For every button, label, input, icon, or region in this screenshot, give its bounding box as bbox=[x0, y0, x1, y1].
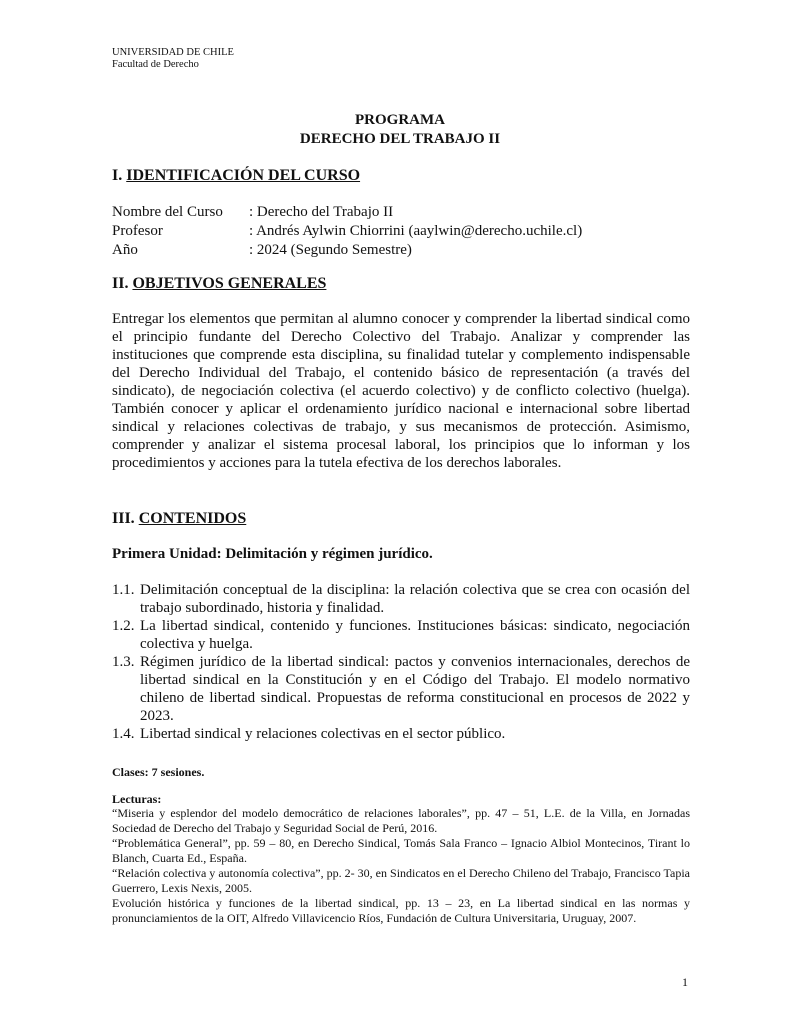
year-value: : 2024 (Segundo Semestre) bbox=[249, 242, 412, 258]
page-number: 1 bbox=[682, 975, 688, 989]
section-number: II. bbox=[112, 275, 129, 292]
section-heading-objetivos bbox=[112, 274, 326, 293]
item-text: La libertad sindical, contenido y funciones. Instituciones básicas: sindicato, negociación colectiva y huelga. bbox=[140, 618, 690, 652]
contents-list bbox=[112, 581, 690, 743]
faculty-name: Facultad de Derecho bbox=[112, 59, 199, 70]
list-item bbox=[112, 617, 690, 653]
readings-list bbox=[112, 806, 690, 926]
professor-row bbox=[112, 222, 582, 241]
reading-item: “Relación colectiva y autonomía colectiva”, pp. 2- 30, en Sindicatos en el Derecho Chileno del Trabajo, Francisco Tapia Guerrero, Lexis Nexis, 2005. bbox=[112, 866, 690, 895]
unit-title: Primera Unidad: Delimitación y régimen jurídico. bbox=[112, 546, 433, 562]
item-number: 1.2. bbox=[112, 618, 135, 634]
section-heading-identificacion bbox=[112, 166, 360, 185]
section-title: IDENTIFICACIÓN DEL CURSO bbox=[126, 167, 361, 184]
readings-label: Lecturas: bbox=[112, 792, 162, 806]
professor-label: Profesor bbox=[112, 223, 163, 239]
item-text: Régimen jurídico de la libertad sindical: pactos y convenios internacionales, derechos de libertad sindical en la Constitución y en el Código del Trabajo. El modelo normativo chileno de libertad sindical. Propuestas de reforma constitucional en procesos de 2022 y 2023. bbox=[140, 654, 690, 724]
section-title: CONTENIDOS bbox=[138, 510, 247, 527]
list-item bbox=[112, 725, 690, 743]
section-number: I. bbox=[112, 167, 123, 184]
course-name-row bbox=[112, 203, 393, 222]
reading-item: “Problemática General”, pp. 59 – 80, en Derecho Sindical, Tomás Sala Franco – Ignacio Albiol Montecinos, Tirant lo Blanch, Cuarta Ed., España. bbox=[112, 836, 690, 865]
course-name-label: Nombre del Curso bbox=[112, 204, 223, 220]
document-subtitle: DERECHO DEL TRABAJO II bbox=[299, 131, 501, 147]
item-text: Libertad sindical y relaciones colectivas en el sector público. bbox=[140, 726, 506, 742]
page-header bbox=[112, 47, 234, 71]
item-number: 1.1. bbox=[112, 582, 135, 598]
year-row bbox=[112, 241, 412, 260]
item-text: Delimitación conceptual de la disciplina: la relación colectiva que se crea con ocasión del trabajo subordinado, historia y finalidad. bbox=[140, 582, 690, 616]
objectives-paragraph: Entregar los elementos que permitan al alumno conocer y comprender la libertad sindical como el principio fundante del Derecho Colectivo del Trabajo. Analizar y comprender las instituciones que comprende esta disciplina, su finalidad tutelar y complemento indispensable del Derecho Individual del Trabajo, el contenido básico de representación (a través del sindicato), de negociación colectiva (el acuerdo colectivo) y de conflicto colectivo (huelga). También conocer y aplicar el ordenamiento jurídico nacional e internacional sobre libertad sindical y relaciones colectivas de trabajo, y sus mecanismos de protección. Asimismo, comprender y analizar el sistema procesal laboral, los principios que lo informan y los procedimientos y acciones para la tutela efectiva de los derechos laborales. bbox=[112, 311, 690, 471]
item-number: 1.4. bbox=[112, 726, 135, 742]
section-heading-contenidos bbox=[112, 509, 246, 528]
university-name: UNIVERSIDAD DE CHILE bbox=[112, 47, 234, 58]
sessions-count: Clases: 7 sesiones. bbox=[112, 765, 205, 779]
year-label: Año bbox=[112, 242, 138, 258]
list-item bbox=[112, 581, 690, 617]
document-title: PROGRAMA bbox=[355, 112, 445, 128]
professor-value: : Andrés Aylwin Chiorrini (aaylwin@derecho.uchile.cl) bbox=[249, 223, 583, 239]
section-number: III. bbox=[112, 510, 135, 527]
list-item bbox=[112, 653, 690, 725]
course-name-value: : Derecho del Trabajo II bbox=[249, 204, 394, 220]
item-number: 1.3. bbox=[112, 654, 135, 670]
reading-item: Evolución histórica y funciones de la libertad sindical, pp. 13 – 23, en La libertad sindical en las normas y pronunciamientos de la OIT, Alfredo Villavicencio Ríos, Fundación de Cultura Universitaria, Uruguay, 2007. bbox=[112, 896, 690, 925]
reading-item: “Miseria y esplendor del modelo democrático de relaciones laborales”, pp. 47 – 51, L.E. de la Villa, en Jornadas Sociedad de Derecho del Trabajo y Seguridad Social de Perú, 2016. bbox=[112, 806, 690, 835]
section-title: OBJETIVOS GENERALES bbox=[132, 275, 327, 292]
